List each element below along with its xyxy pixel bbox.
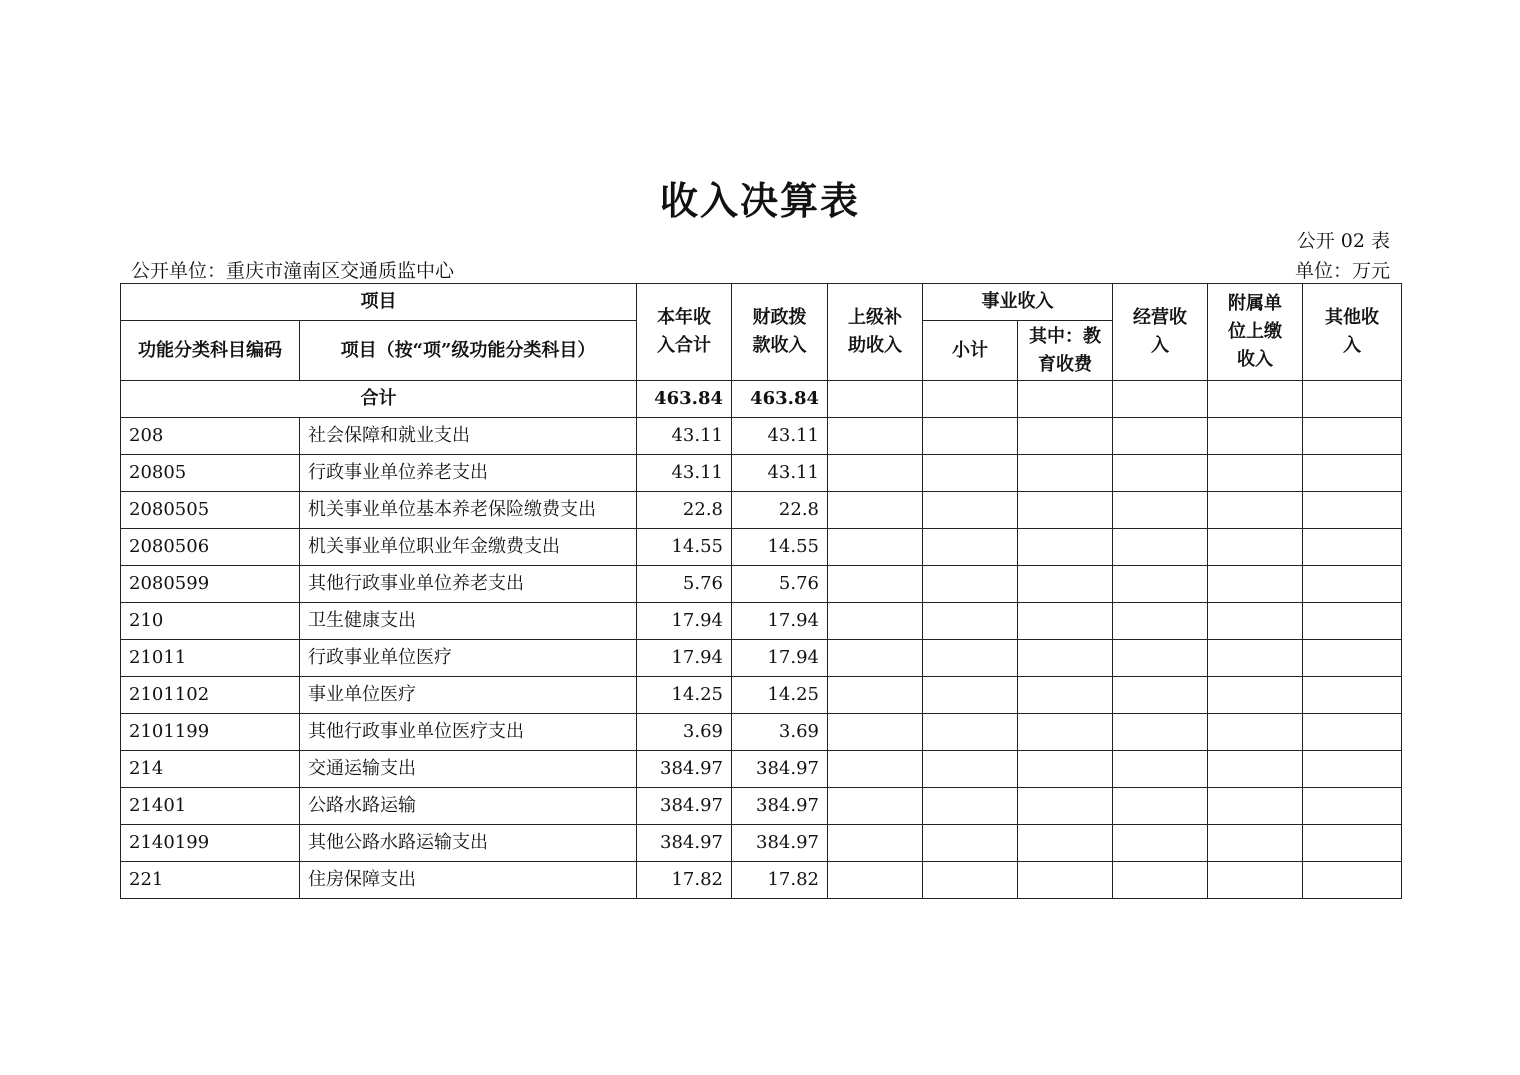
empty-cell [1208, 492, 1303, 529]
header-other-line2: 入 [1343, 335, 1361, 356]
row-code: 2140199 [121, 825, 300, 862]
row-fiscal: 384.97 [732, 751, 828, 788]
empty-cell [1208, 640, 1303, 677]
row-code: 214 [121, 751, 300, 788]
empty-cell [828, 640, 923, 677]
empty-cell [923, 677, 1018, 714]
row-total: 384.97 [637, 751, 732, 788]
table-row [121, 788, 1402, 825]
sum-row [121, 381, 1402, 418]
header-superior [828, 284, 923, 381]
row-code: 2080505 [121, 492, 300, 529]
row-code: 221 [121, 862, 300, 899]
table-row [121, 751, 1402, 788]
empty-cell [1113, 603, 1208, 640]
sum-total: 463.84 [637, 381, 732, 418]
table-row [121, 677, 1402, 714]
empty-cell [1113, 751, 1208, 788]
page-title: 收入决算表 [659, 178, 860, 223]
empty-cell [1113, 566, 1208, 603]
row-code: 2080599 [121, 566, 300, 603]
row-code: 210 [121, 603, 300, 640]
row-name: 卫生健康支出 [300, 603, 637, 640]
table-row [121, 492, 1402, 529]
header-total-line2: 入合计 [657, 335, 711, 356]
row-name: 其他行政事业单位养老支出 [300, 566, 637, 603]
row-total: 43.11 [637, 418, 732, 455]
empty-cell [1018, 862, 1113, 899]
empty-cell [1018, 788, 1113, 825]
empty-cell [1303, 455, 1402, 492]
row-total: 43.11 [637, 455, 732, 492]
empty-cell [1303, 862, 1402, 899]
table-number: 公开 02 表 [1296, 230, 1390, 252]
empty-cell [1208, 862, 1303, 899]
empty-cell [1018, 677, 1113, 714]
empty-cell [1303, 825, 1402, 862]
empty-cell [1208, 418, 1303, 455]
empty-cell [1018, 529, 1113, 566]
empty-cell [1018, 714, 1113, 751]
empty-cell [1113, 529, 1208, 566]
row-total: 17.94 [637, 603, 732, 640]
header-operating [1113, 284, 1208, 381]
empty-cell [1208, 677, 1303, 714]
sum-label: 合计 [121, 381, 637, 418]
empty-cell [828, 603, 923, 640]
empty-cell [923, 825, 1018, 862]
empty-cell [1208, 603, 1303, 640]
empty-cell [1113, 788, 1208, 825]
header-name: 项目（按“项”级功能分类科目） [300, 321, 637, 381]
empty-cell [1018, 566, 1113, 603]
empty-cell [1208, 751, 1303, 788]
empty-cell [1018, 381, 1113, 418]
empty-cell [1018, 825, 1113, 862]
header-affiliated-line3: 收入 [1237, 349, 1273, 370]
row-total: 14.25 [637, 677, 732, 714]
header-fiscal-line2: 款收入 [752, 335, 807, 356]
empty-cell [828, 788, 923, 825]
empty-cell [828, 862, 923, 899]
empty-cell [828, 714, 923, 751]
header-superior-line1: 上级补 [848, 307, 902, 328]
row-code: 2101102 [121, 677, 300, 714]
empty-cell [1113, 455, 1208, 492]
row-fiscal: 43.11 [732, 418, 828, 455]
income-final-accounts-table [120, 283, 1402, 899]
header-subtotal: 小计 [923, 321, 1018, 381]
empty-cell [1018, 455, 1113, 492]
row-code: 208 [121, 418, 300, 455]
row-name: 机关事业单位基本养老保险缴费支出 [300, 492, 637, 529]
row-code: 21011 [121, 640, 300, 677]
row-fiscal: 22.8 [732, 492, 828, 529]
currency-unit: 单位：万元 [1294, 260, 1390, 282]
header-superior-line2: 助收入 [848, 335, 902, 356]
empty-cell [1208, 825, 1303, 862]
empty-cell [923, 862, 1018, 899]
empty-cell [1303, 492, 1402, 529]
empty-cell [1208, 381, 1303, 418]
empty-cell [923, 455, 1018, 492]
header-edu-line1: 其中：教 [1029, 325, 1101, 347]
sum-fiscal: 463.84 [732, 381, 828, 418]
header-edu [1018, 321, 1113, 381]
header-item: 项目 [121, 284, 637, 321]
row-fiscal: 17.82 [732, 862, 828, 899]
row-fiscal: 14.25 [732, 677, 828, 714]
empty-cell [1208, 714, 1303, 751]
header-affiliated-line1: 附属单 [1228, 293, 1282, 314]
empty-cell [828, 677, 923, 714]
empty-cell [923, 788, 1018, 825]
header-fiscal-line1: 财政拨 [752, 307, 807, 328]
empty-cell [923, 418, 1018, 455]
empty-cell [1303, 788, 1402, 825]
empty-cell [828, 418, 923, 455]
empty-cell [1303, 381, 1402, 418]
empty-cell [1018, 751, 1113, 788]
table-row [121, 862, 1402, 899]
empty-cell [828, 751, 923, 788]
empty-cell [1303, 529, 1402, 566]
empty-cell [923, 603, 1018, 640]
row-name: 其他行政事业单位医疗支出 [300, 714, 637, 751]
empty-cell [923, 492, 1018, 529]
row-total: 17.82 [637, 862, 732, 899]
empty-cell [1303, 714, 1402, 751]
empty-cell [828, 455, 923, 492]
row-total: 14.55 [637, 529, 732, 566]
row-code: 2101199 [121, 714, 300, 751]
table-row [121, 714, 1402, 751]
empty-cell [1113, 640, 1208, 677]
table-row [121, 603, 1402, 640]
row-fiscal: 5.76 [732, 566, 828, 603]
empty-cell [1018, 603, 1113, 640]
empty-cell [1303, 566, 1402, 603]
empty-cell [923, 381, 1018, 418]
header-total [637, 284, 732, 381]
empty-cell [923, 751, 1018, 788]
table-row [121, 418, 1402, 455]
reporting-unit: 公开单位：重庆市潼南区交通质监中心 [131, 260, 455, 282]
empty-cell [1113, 825, 1208, 862]
empty-cell [1303, 640, 1402, 677]
table-row [121, 529, 1402, 566]
empty-cell [923, 640, 1018, 677]
row-name: 公路水路运输 [300, 788, 637, 825]
empty-cell [1113, 677, 1208, 714]
header-affiliated-line2: 位上缴 [1228, 321, 1282, 342]
row-total: 22.8 [637, 492, 732, 529]
empty-cell [828, 529, 923, 566]
empty-cell [828, 566, 923, 603]
table-row [121, 566, 1402, 603]
header-operating-line1: 经营收 [1133, 307, 1187, 328]
row-name: 住房保障支出 [300, 862, 637, 899]
empty-cell [1018, 640, 1113, 677]
header-code: 功能分类科目编码 [121, 321, 300, 381]
row-name: 交通运输支出 [300, 751, 637, 788]
empty-cell [1303, 677, 1402, 714]
row-name: 其他公路水路运输支出 [300, 825, 637, 862]
row-name: 行政事业单位医疗 [300, 640, 637, 677]
empty-cell [923, 714, 1018, 751]
header-other [1303, 284, 1402, 381]
row-total: 17.94 [637, 640, 732, 677]
empty-cell [923, 529, 1018, 566]
empty-cell [1303, 751, 1402, 788]
header-other-line1: 其他收 [1325, 307, 1379, 328]
empty-cell [828, 492, 923, 529]
row-fiscal: 384.97 [732, 825, 828, 862]
empty-cell [1018, 492, 1113, 529]
row-code: 21401 [121, 788, 300, 825]
row-fiscal: 17.94 [732, 640, 828, 677]
table-row [121, 640, 1402, 677]
row-fiscal: 43.11 [732, 455, 828, 492]
header-operating-line2: 入 [1151, 335, 1169, 356]
row-name: 事业单位医疗 [300, 677, 637, 714]
row-fiscal: 3.69 [732, 714, 828, 751]
header-affiliated [1208, 284, 1303, 381]
empty-cell [1208, 566, 1303, 603]
row-total: 384.97 [637, 788, 732, 825]
row-code: 20805 [121, 455, 300, 492]
empty-cell [1113, 714, 1208, 751]
row-name: 行政事业单位养老支出 [300, 455, 637, 492]
empty-cell [1208, 455, 1303, 492]
row-total: 384.97 [637, 825, 732, 862]
row-code: 2080506 [121, 529, 300, 566]
empty-cell [1113, 381, 1208, 418]
empty-cell [1113, 492, 1208, 529]
header-fiscal [732, 284, 828, 381]
row-fiscal: 384.97 [732, 788, 828, 825]
row-total: 5.76 [637, 566, 732, 603]
row-name: 机关事业单位职业年金缴费支出 [300, 529, 637, 566]
empty-cell [1018, 418, 1113, 455]
table-row [121, 825, 1402, 862]
empty-cell [1208, 529, 1303, 566]
empty-cell [1113, 862, 1208, 899]
table-row [121, 455, 1402, 492]
header-edu-line2: 育收费 [1038, 353, 1092, 375]
empty-cell [923, 566, 1018, 603]
empty-cell [1208, 788, 1303, 825]
empty-cell [1303, 603, 1402, 640]
header-total-line1: 本年收 [657, 307, 711, 328]
row-name: 社会保障和就业支出 [300, 418, 637, 455]
empty-cell [828, 825, 923, 862]
empty-cell [1113, 418, 1208, 455]
row-total: 3.69 [637, 714, 732, 751]
row-fiscal: 14.55 [732, 529, 828, 566]
empty-cell [828, 381, 923, 418]
row-fiscal: 17.94 [732, 603, 828, 640]
header-business: 事业收入 [923, 284, 1113, 321]
empty-cell [1303, 418, 1402, 455]
